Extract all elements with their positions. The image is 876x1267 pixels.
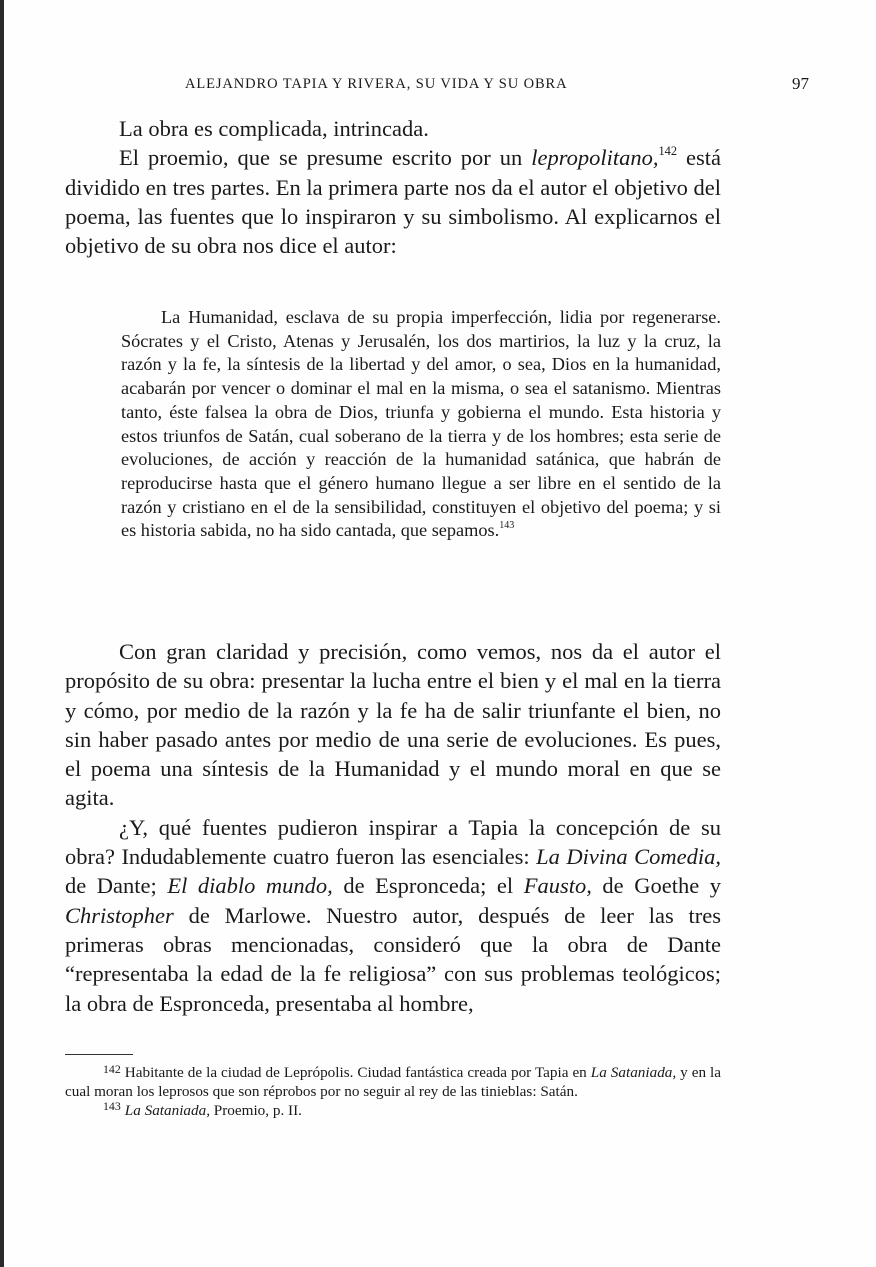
paragraph-2-italic: lepropolitano, xyxy=(531,145,659,171)
paragraph-1: La obra es complicada, intrincada. xyxy=(119,116,429,141)
footnote-ref-142[interactable]: 142 xyxy=(658,143,678,158)
footnotes xyxy=(65,1061,722,1120)
footnote-143-italic: La Sataniada, xyxy=(124,1101,210,1119)
paragraph-2 xyxy=(65,143,721,260)
footnote-separator xyxy=(65,1054,133,1055)
paragraph-4-text-e: de Marlowe. Nuestro autor, después de leer las tres primeras obras mencionadas, consideró que la obra de Dante “representaba la edad de la fe religiosa” con sus problemas teológicos; la obra de Espronceda, presentaba al hombre, xyxy=(65,902,721,1016)
footnote-ref-143[interactable]: 143 xyxy=(499,519,515,531)
paragraph-4-text-b: de Dante; xyxy=(65,873,168,899)
paragraph-2-text-b: está dividido en tres partes. En la primera parte nos da el autor el objetivo del poema, las fuentes que lo inspiraron y su simbolismo. Al explicarnos el objetivo de su obra nos dice el autor: xyxy=(65,145,721,259)
block-quote xyxy=(121,306,721,543)
paragraph-2-text-a: El proemio, que se presume escrito por un xyxy=(119,145,532,171)
body-text-bottom xyxy=(65,637,721,1018)
footnote-142-text-a: Habitante de la ciudad de Leprópolis. Ciudad fantástica creada por Tapia en xyxy=(124,1064,591,1081)
footnote-142-text-b: y en la cual moran los leprosos que son réprobos por no seguir al rey de las tinieblas: Satán. xyxy=(65,1064,722,1100)
footnote-143-text-b: Proemio, p. II. xyxy=(210,1101,302,1119)
page-edge-shadow xyxy=(0,0,4,1267)
running-head-title: ALEJANDRO TAPIA Y RIVERA, SU VIDA Y SU OBRA xyxy=(185,76,568,92)
title-divina-comedia: La Divina Comedia, xyxy=(536,844,721,870)
title-christopher: Christopher xyxy=(65,902,174,928)
footnote-142-number: 142 xyxy=(103,1061,121,1076)
paragraph-4 xyxy=(65,813,721,1018)
body-text-top xyxy=(65,114,721,260)
paragraph-3: Con gran claridad y precisión, como vemos, nos da el autor el propósito de su obra: presentar la lucha entre el bien y el mal en la tierra y cómo, por medio de la razón y la fe ha de salir triunfante el bien, no sin haber pasado antes por medio de una serie de evoluciones. Es pues, el poema una síntesis de la Humanidad y el mundo moral en que se agita. xyxy=(65,639,721,811)
quote-text: La Humanidad, esclava de su propia imperfección, lidia por regenerarse. Sócrates y el Cristo, Atenas y Jerusalén, los dos martirios, la luz y la cruz, la razón y la fe, la síntesis de la libertad y del amor, o sea, Dios en la humanidad, acabarán por vencer o dominar el mal en la misma, o sea el satanismo. Mientras tanto, éste falsea la obra de Dios, triunfa y gobierna el mundo. Esta historia y estos triunfos de Satán, cual soberano de la tierra y de los hombres; esta serie de evoluciones, de acción y reacción de la humanidad satánica, que habrán de reproducirse hasta que el género humano llegue a ser libre en el sentido de la razón y cristiano en el de la sensibilidad, constituyen el objetivo del poema; y si es historia sabida, no ha sido cantada, que sepamos. xyxy=(121,307,721,541)
paragraph-4-text-d: de Goethe y xyxy=(591,873,721,899)
page-number: 97 xyxy=(792,74,809,93)
paragraph-4-text-a: ¿Y, qué fuentes pudieron inspirar a Tapia la concepción de su obra? Indudablemente cuatro fueron las esenciales: xyxy=(65,814,721,870)
footnote-142-italic: La Sataniada, xyxy=(590,1064,677,1081)
footnote-142 xyxy=(65,1061,722,1102)
footnote-143-number: 143 xyxy=(103,1099,121,1114)
footnote-143 xyxy=(65,1099,721,1121)
paragraph-4-text-c: de Espronceda; el xyxy=(332,873,524,899)
quote-paragraph xyxy=(121,306,721,543)
title-fausto: Fausto, xyxy=(523,873,592,899)
title-diablo-mundo: El diablo mundo, xyxy=(167,873,333,899)
